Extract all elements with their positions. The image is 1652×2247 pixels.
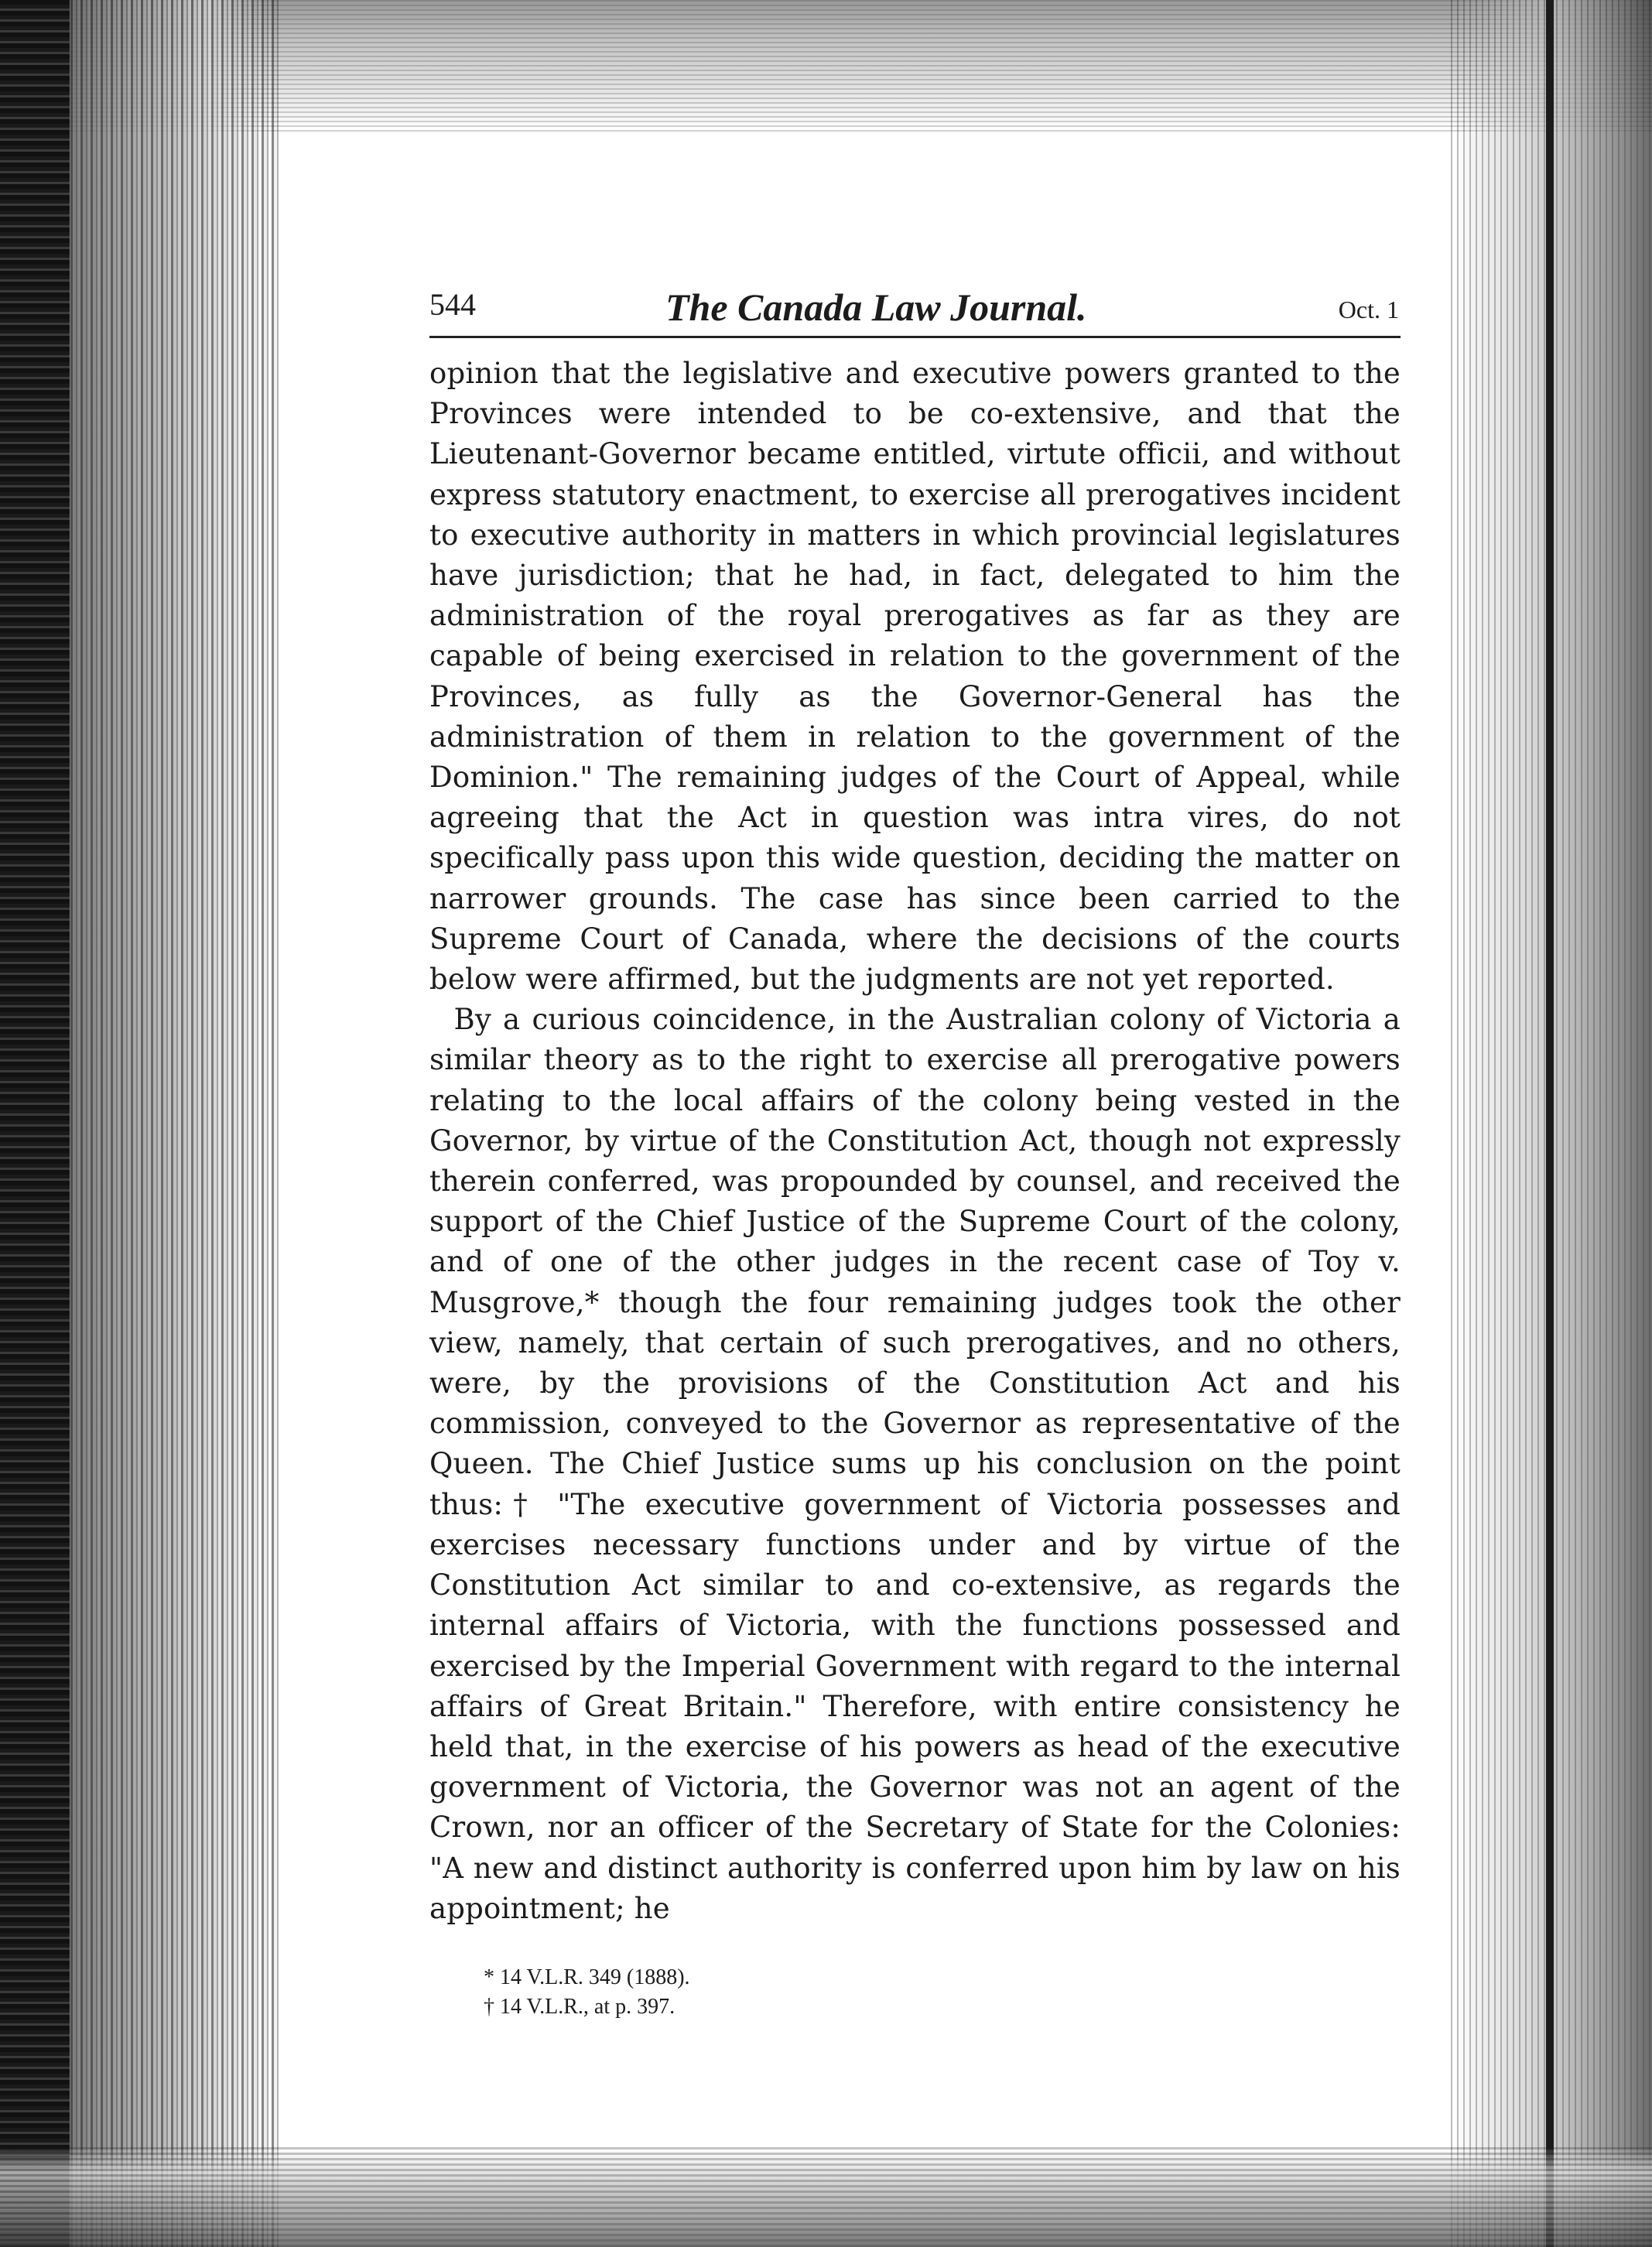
journal-page [429, 285, 1401, 2022]
footnote: * 14 V.L.R. 349 (1888). [484, 1965, 690, 1989]
scan-edge-left-binding [0, 0, 70, 2247]
scan-edge-bottom [0, 2146, 1652, 2247]
paragraph: By a curious coincidence, in the Australian colony of Victoria a similar theory as to the right to exercise all prerogative powers relating to the local affairs of the colony being vested in the Governor, by virtue of the Constitution Act, though not expressly therein conferred, was propounded by counsel, and received the support of the Chief Justice of the Supreme Court of the colony, and of one of the other judges in the recent case of Toy v. Musgrove,* though the four remaining judges took the other view, namely, that certain of such prerogatives, and no others, were, by the provisions of the Constitution Act and his commission, conveyed to the Governor as representative of the Queen. The Chief Justice sums up his conclusion on the point thus:† "The executive government of Victoria possesses and exercises necessary functions under and by virtue of the Constitution Act similar to and co-extensive, as regards the internal affairs of Victoria, with the functions possessed and exercised by the Imperial Government with regard to the internal affairs of Great Britain." Therefore, with entire consistency he held that, in the exercise of his powers as head of the executive government of Victoria, the Governor was not an agent of the Crown, nor an officer of the Secretary of State for the Colonies: "A new and distinct authority is conferred upon him by law on his appointment; he [429, 1003, 1401, 1925]
footnote: † 14 V.L.R., at p. 397. [484, 1994, 676, 2019]
issue-date: Oct. 1 [1338, 296, 1399, 323]
body-text [429, 354, 1401, 1929]
running-head [429, 285, 1401, 338]
paragraph-continued: opinion that the legislative and executive powers granted to the Provinces were intended to be co-extensive, and that the Lieutenant-Governor became entitled, virtute officii, and without express statutory enactment, to exercise all prerogatives incident to executive authority in matters in which provincial legislatures have jurisdiction; that he had, in fact, delegated to him the administration of the royal prerogatives as far as they are capable of being exercised in relation to the government of the Provinces, as fully as the Governor-General has the administration of them in relation to the government of the Dominion." The remaining judges of the Court of Appeal, while agreeing that the Act in question was intra vires, do not specifically pass upon this wide question, deciding the matter on narrower grounds. The case has since been carried to the Supreme Court of Canada, where the decisions of the courts below were affirmed, but the judgments are not yet reported. [429, 357, 1401, 997]
journal-title: The Canada Law Journal. [665, 286, 1087, 329]
footnotes [429, 1963, 1401, 2022]
scan-edge-right-line [1546, 0, 1554, 2247]
page-number: 544 [429, 287, 476, 322]
